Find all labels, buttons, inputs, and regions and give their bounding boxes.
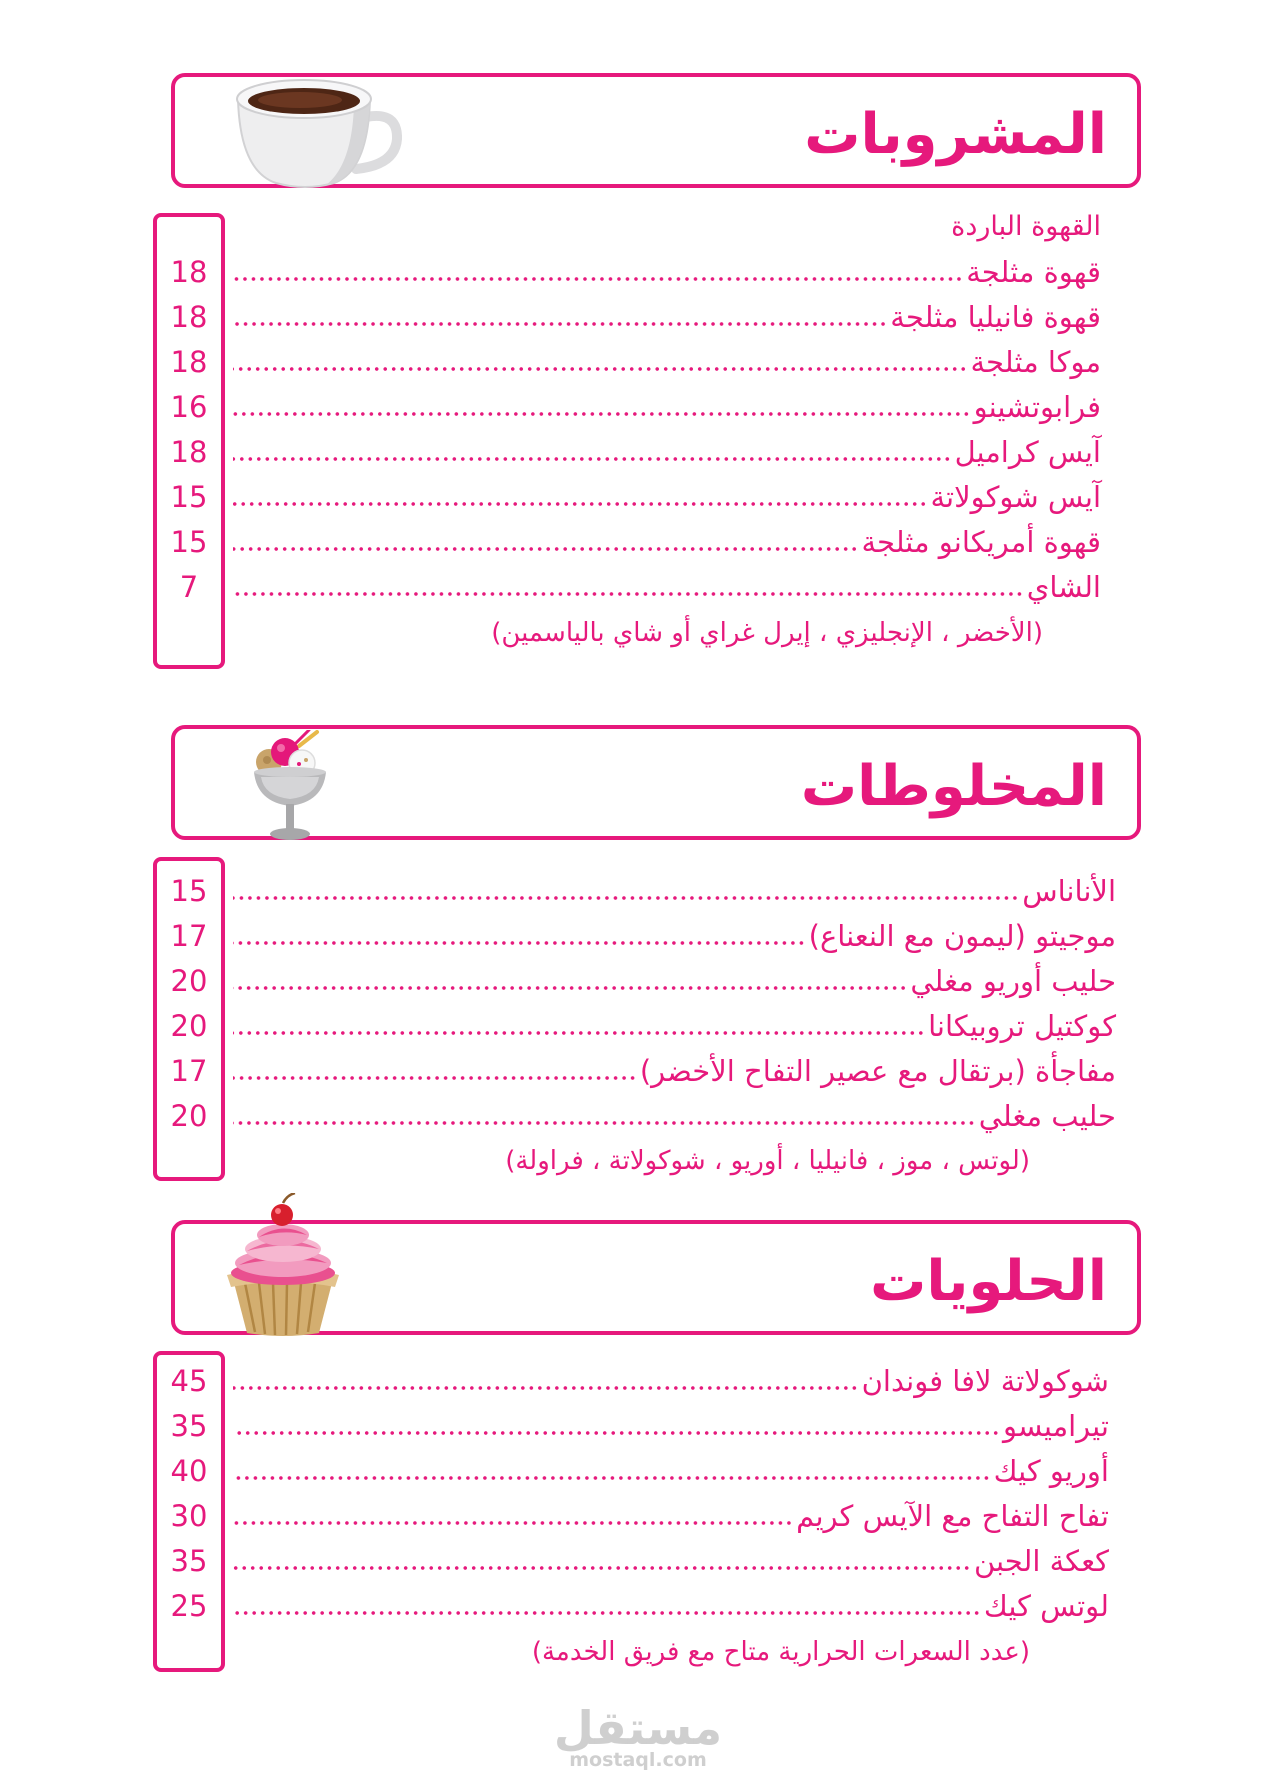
section-note: (لوتس ، موز ، فانيليا ، أوريو ، شوكولاتة ، فراولة) [505,1146,1030,1176]
item-name: آيس كراميل [954,435,1101,469]
item-name: قهوة مثلجة [966,255,1101,289]
dotted-leader [233,276,963,282]
item-name: حليب أوريو مغلي [910,964,1116,998]
item-price: 20 [170,964,208,998]
menu-item-row [153,340,1101,384]
dotted-leader [233,546,858,552]
dotted-leader [233,985,907,991]
section-title: المخلوطات [800,754,1107,819]
dotted-leader [233,940,806,946]
dotted-leader [233,1120,976,1126]
item-price: 18 [170,435,208,469]
ice-cream-goblet-icon [251,730,329,842]
menu-item-row [153,295,1101,339]
menu-item-row [153,385,1101,429]
item-name: قهوة فانيليا مثلجة [890,300,1101,334]
menu-item-row [153,869,1116,913]
item-name: فرابوتشينو [973,390,1101,424]
dotted-leader [233,366,967,372]
item-name: كعكة الجبن [973,1544,1109,1578]
watermark-logo: مستقل [553,1701,723,1755]
item-name: تيراميسو [1002,1409,1109,1443]
watermark-url: mostaql.com [569,1749,707,1771]
item-price: 25 [170,1589,208,1623]
item-price: 18 [170,255,208,289]
dotted-leader [233,1030,925,1036]
item-name: حليب مغلي [978,1099,1116,1133]
cupcake-icon [225,1193,341,1337]
dotted-leader [233,895,1019,901]
section-note: (عدد السعرات الحرارية متاح مع فريق الخدمة) [531,1637,1030,1667]
menu-item-row [153,475,1101,519]
item-price: 18 [170,345,208,379]
dotted-leader [233,591,1024,597]
item-name: موجيتو (ليمون مع النعناع) [808,919,1116,953]
menu-item-row [153,1494,1109,1538]
menu-item-row [153,914,1116,958]
item-price: 40 [170,1454,208,1488]
menu-item-row [153,1359,1109,1403]
dotted-leader [233,1565,971,1571]
dotted-leader [233,1610,981,1616]
item-price: 7 [179,570,199,604]
dotted-leader [233,1430,1000,1436]
subheading-cold-coffee: القهوة الباردة [951,211,1101,242]
dotted-leader [233,1475,991,1481]
menu-item-row [153,1094,1116,1138]
dotted-leader [233,1075,637,1081]
item-price: 15 [170,480,208,514]
section-title: المشروبات [804,102,1107,167]
menu-item-row [153,1004,1116,1048]
dotted-leader [233,1520,793,1526]
menu-item-row [153,1584,1109,1628]
item-price: 17 [170,1054,208,1088]
item-price: 30 [170,1499,208,1533]
item-price: 15 [170,874,208,908]
dotted-leader [233,411,971,417]
menu-item-row [153,959,1116,1003]
section-title: الحلويات [870,1249,1107,1314]
item-price: 45 [170,1364,208,1398]
menu-item-row [153,1404,1109,1448]
item-name: لوتس كيك [983,1589,1109,1623]
item-price: 18 [170,300,208,334]
item-price: 35 [170,1409,208,1443]
item-price: 20 [170,1099,208,1133]
coffee-cup-icon [230,75,402,191]
item-name: الأناناس [1022,874,1116,908]
item-name: قهوة أمريكانو مثلجة [861,525,1101,559]
item-name: مفاجأة (برتقال مع عصير التفاح الأخضر) [639,1054,1116,1088]
item-price: 16 [170,390,208,424]
menu-item-row [153,1539,1109,1583]
item-price: 15 [170,525,208,559]
item-name: أوريو كيك [993,1454,1109,1488]
dotted-leader [233,456,952,462]
dotted-leader [233,501,927,507]
item-price: 17 [170,919,208,953]
item-name: الشاي [1026,570,1101,604]
menu-item-row [153,520,1101,564]
menu-item-row [153,1449,1109,1493]
item-name: تفاح التفاح مع الآيس كريم [796,1499,1109,1533]
item-price: 35 [170,1544,208,1578]
menu-item-row [153,565,1101,609]
dotted-leader [233,321,887,327]
menu-item-row [153,1049,1116,1093]
item-name: آيس شوكولاتة [930,480,1101,514]
item-name: كوكتيل تروبيكانا [928,1009,1116,1043]
item-name: موكا مثلجة [970,345,1101,379]
item-price: 20 [170,1009,208,1043]
menu-item-row [153,250,1101,294]
item-name: شوكولاتة لافا فوندان [861,1364,1109,1398]
dotted-leader [233,1385,859,1391]
section-note: (الأخضر ، الإنجليزي ، إيرل غراي أو شاي بالياسمين) [491,618,1043,648]
menu-item-row [153,430,1101,474]
